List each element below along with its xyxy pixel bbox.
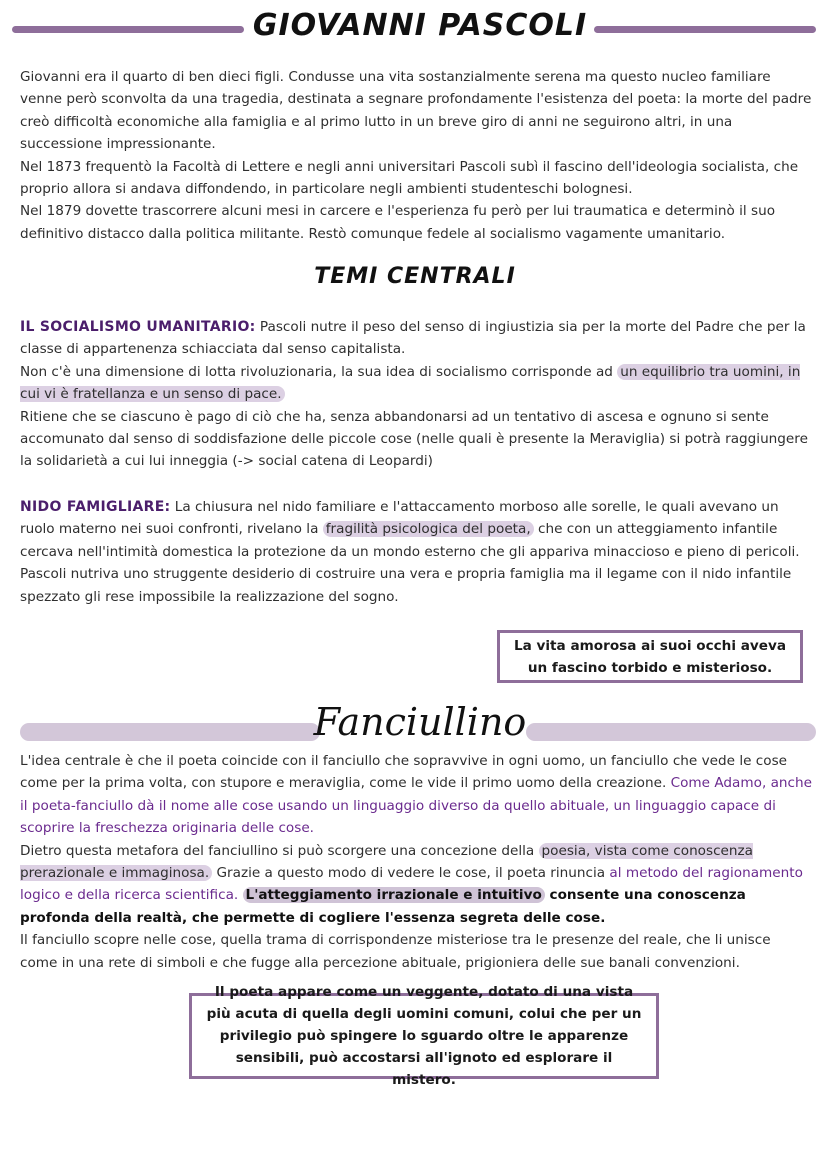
socialismo-text-2: Non c'è una dimensione di lotta rivoluzionaria, la sua idea di socialismo corrisponde ad <box>20 363 618 380</box>
fanciullino-highlight: poesia, vista come conoscenza prerazionale e immaginosa. <box>20 842 753 882</box>
page-title: GIOVANNI PASCOLI <box>252 8 588 43</box>
nido-text-1a: La chiusura nel nido familiare e l'attaccamento morboso alle sorelle, le quali avevano un ruolo materno nei suoi confronti, rivelano la <box>20 499 779 538</box>
fanciullino-text-2a: Dietro questa metafora del fanciullino si può scorgere una concezione della <box>20 842 539 859</box>
nido-label: NIDO FAMIGLIARE: <box>20 499 171 515</box>
fanciullino-text-2b: Grazie a questo modo di vedere le cose, il poeta rinuncia <box>212 865 610 882</box>
socialismo-label: IL SOCIALISMO UMANITARIO: <box>20 319 256 335</box>
fanciullino-heading: Fanciullino <box>313 700 527 744</box>
temi-centrali-heading: TEMI CENTRALI <box>314 264 516 289</box>
socialismo-section <box>20 316 812 473</box>
intro-paragraph-1: Giovanni era il quarto di ben dieci figli. Condusse una vita sostanzialmente serena ma questo nucleo familiare venne però sconvolta da una tragedia, destinata a segnare profondamente l'esistenza del poeta: la morte del padre creò difficoltà economiche alla famiglia e al primo lutto in un breve giro di anni ne seguirono altri, in una successione impressionante. <box>20 69 812 153</box>
fanciullino-purple-1: Come Adamo, anche il poeta-fanciullo dà il nome alle cose usando un linguaggio diverso da quello abituale, un linguaggio capace di scoprire la freschezza originaria delle cose. <box>20 775 812 837</box>
fanciullino-callout-box <box>189 984 659 1088</box>
nido-section <box>20 496 812 608</box>
nido-highlight: fragilità psicologica del poeta, <box>323 521 534 537</box>
intro-paragraph-2: Nel 1873 frequentò la Facoltà di Lettere e negli anni universitari Pascoli subì il fascino dell'ideologia socialista, che proprio allora si andava diffondendo, in particolare negli ambienti studenteschi bolognesi. <box>20 158 799 198</box>
socialismo-highlight: un equilibrio tra uomini, in cui vi è fratellanza e un senso di pace. <box>20 363 801 403</box>
fanciullino-callout-text: Il poeta appare come un veggente, dotato di una vista più acuta di quella degli uomini comuni, colui che per un privilegio può spingere lo sguardo oltre le apparenze sensibili, può accostarsi all'ignoto ed esplorare il mistero. <box>206 984 642 1088</box>
title-bar-right <box>594 26 816 33</box>
intro-section <box>20 66 812 245</box>
title-row <box>0 8 828 52</box>
fanciullino-bold-text: consente una conoscenza profonda della realtà, che permette di cogliere l'essenza segreta delle cose. <box>20 887 746 926</box>
fanciullino-paragraph-2 <box>20 840 812 930</box>
socialismo-paragraph-1 <box>20 316 812 361</box>
socialismo-text-1: Pascoli nutre il peso del senso di ingiustizia sia per la morte del Padre che per la classe di appartenenza schiacciata dal senso capitalista. <box>20 319 806 358</box>
socialismo-paragraph-3: Ritiene che se ciascuno è pago di ciò che ha, senza abbandonarsi ad un tentativo di ascesa e ognuno si sente accomunato dal senso di soddisfazione delle piccole cose (nelle quali è presente la Meraviglia) si potrà raggiungere la solidarietà a cui lui inneggia (-> social catena di Leopardi) <box>20 408 808 470</box>
nido-callout-text: La vita amorosa ai suoi occhi aveva un fascino torbido e misterioso. <box>513 637 787 676</box>
title-bar-left <box>12 26 244 33</box>
nido-callout-box <box>497 630 803 683</box>
fanciullino-section <box>20 750 812 974</box>
fanciullino-paragraph-3: Il fanciullo scopre nelle cose, quella trama di corrispondenze misteriose tra le presenze del reale, che li unisce come in una rete di simboli e che fugge alla percezione abituale, prigioniera delle sue banali convenzioni. <box>20 932 771 971</box>
fanciullino-purple-2: al metodo del ragionamento logico e della ricerca scientifica. <box>20 865 803 904</box>
fanciullino-bold-highlight: L'atteggiamento irrazionale e intuitivo <box>243 887 545 903</box>
fanciullino-bar-right <box>526 723 816 741</box>
nido-text-1b: che con un atteggiamento infantile cercava nell'intimità domestica la protezione da un mondo esterno che gli appariva minaccioso e pieno di pericoli. <box>20 521 800 560</box>
nido-paragraph-2: Pascoli nutriva uno struggente desiderio di costruire una vera e propria famiglia ma il legame con il nido infantile spezzato gli rese impossibile la realizzazione del sogno. <box>20 566 792 605</box>
nido-paragraph-1 <box>20 496 812 563</box>
fanciullino-bar-left <box>20 723 320 741</box>
intro-paragraph-3: Nel 1879 dovette trascorrere alcuni mesi in carcere e l'esperienza fu però per lui traumatica e determinò il suo definitivo distacco dalla politica militante. Restò comunque fedele al socialismo vagamente umanitario. <box>20 203 776 242</box>
socialismo-paragraph-2 <box>20 361 812 406</box>
fanciullino-paragraph-1 <box>20 750 812 840</box>
fanciullino-text-1: L'idea centrale è che il poeta coincide con il fanciullo che sopravvive in ogni uomo, un fanciullo che vede le cose come per la prima volta, con stupore e meraviglia, come le vide il primo uomo della creazione. <box>20 753 788 792</box>
